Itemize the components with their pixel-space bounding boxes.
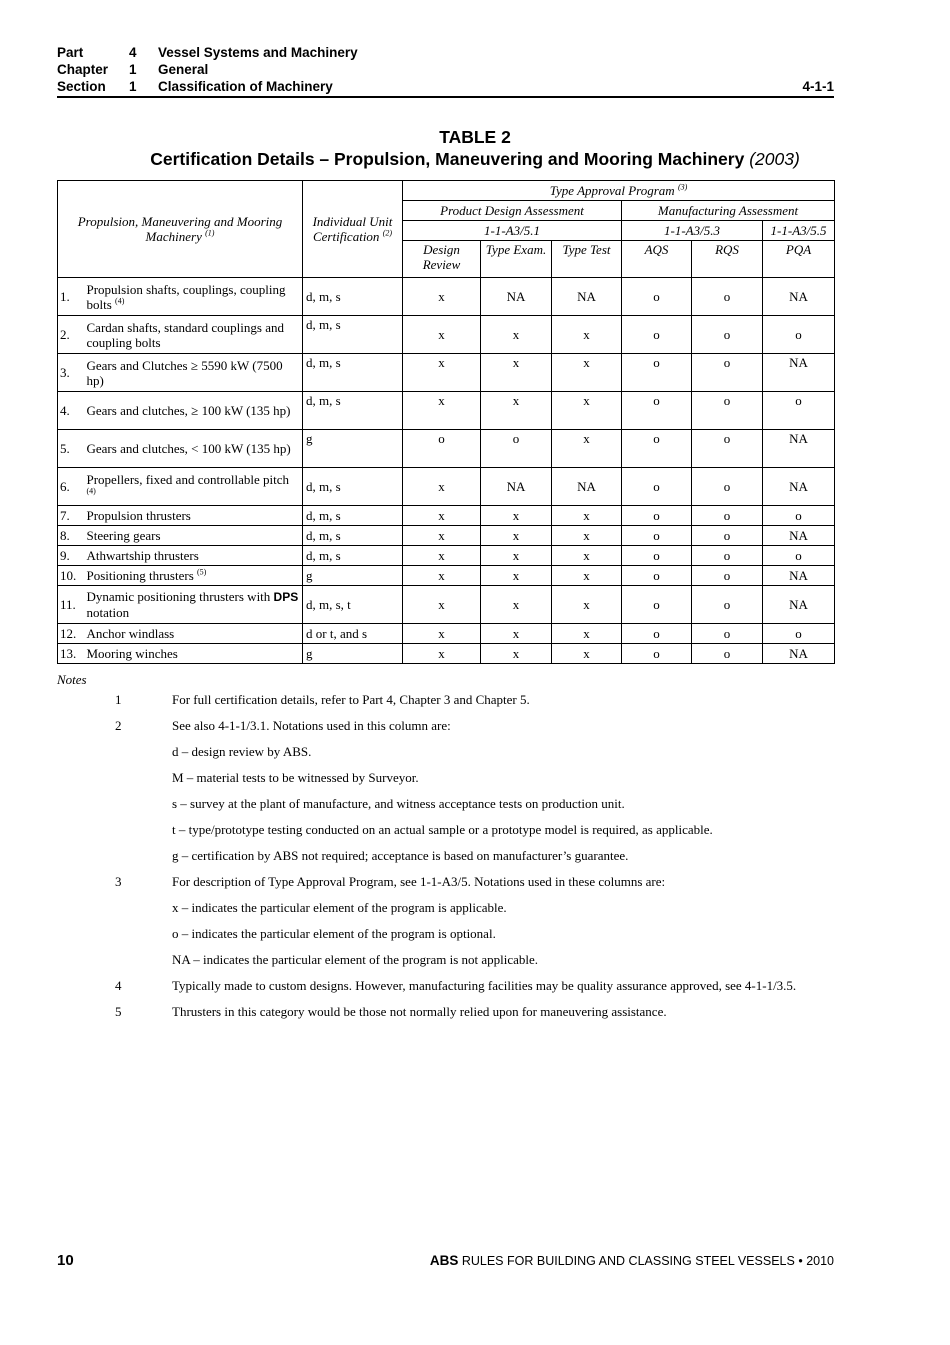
section-ref: 4-1-1 xyxy=(802,79,834,94)
mark-type-test: x xyxy=(552,644,622,664)
mark-pqa: NA xyxy=(763,566,835,586)
mark-design-review: x xyxy=(403,316,481,354)
col-type-approval xyxy=(403,181,835,201)
table-row xyxy=(58,624,835,644)
note-subitem: g – certification by ABS not required; acceptance is based on manufacturer’s guarantee. xyxy=(172,848,629,863)
mark-aqs: o xyxy=(622,526,692,546)
mark-design-review: o xyxy=(403,430,481,468)
mark-pqa: NA xyxy=(763,430,835,468)
row-number: 2. xyxy=(58,316,87,354)
page-footer xyxy=(57,1252,834,1272)
mark-design-review: x xyxy=(403,586,481,624)
header-title: Classification of Machinery xyxy=(158,79,333,94)
mark-type-test: x xyxy=(552,546,622,566)
table-body xyxy=(58,278,835,664)
note-text: For full certification details, refer to Part 4, Chapter 3 and Chapter 5. xyxy=(172,692,530,707)
row-item-text: Cardan shafts, standard couplings and coupling bolts xyxy=(86,319,284,350)
table-row xyxy=(58,526,835,546)
table-row xyxy=(58,644,835,664)
mark-pqa: o xyxy=(763,506,835,526)
col-machinery xyxy=(58,181,303,278)
mark-rqs: o xyxy=(692,392,763,430)
running-header xyxy=(57,44,834,95)
note-subitem: x – indicates the particular element of the program is applicable. xyxy=(172,900,507,915)
col-aqs: AQS xyxy=(622,241,692,278)
mark-type-test: x xyxy=(552,506,622,526)
col-type-exam: Type Exam. xyxy=(481,241,552,278)
mark-type-test: x xyxy=(552,430,622,468)
mark-aqs: o xyxy=(622,566,692,586)
mark-rqs: o xyxy=(692,430,763,468)
row-item xyxy=(87,392,303,430)
header-title: General xyxy=(158,62,209,77)
row-item-text: Steering gears xyxy=(86,528,161,543)
col-individual-label: Individual Unit Certification xyxy=(312,214,393,244)
mark-aqs: o xyxy=(622,644,692,664)
row-item xyxy=(87,316,303,354)
col-pqa: PQA xyxy=(763,241,835,278)
row-item-text: Mooring winches xyxy=(86,646,178,661)
mark-type-exam: x xyxy=(481,354,552,392)
mark-type-exam: x xyxy=(481,506,552,526)
notes-section xyxy=(57,672,834,1019)
note-text: Typically made to custom designs. However, manufacturing facilities may be quality assurance approved, see 4-1-1/3.5. xyxy=(172,978,797,993)
row-item-text: Propulsion thrusters xyxy=(86,508,191,523)
mark-pqa: o xyxy=(763,546,835,566)
mark-pqa: NA xyxy=(763,526,835,546)
row-cert: d, m, s xyxy=(303,468,403,506)
table-row xyxy=(58,586,835,624)
ref-pqa: 1-1-A3/5.5 xyxy=(763,221,835,241)
row-item xyxy=(87,586,303,624)
mark-type-test: x xyxy=(552,392,622,430)
mark-design-review: x xyxy=(403,644,481,664)
table-row xyxy=(58,566,835,586)
mark-type-exam: x xyxy=(481,526,552,546)
row-number: 1. xyxy=(58,278,87,316)
col-machinery-label: Propulsion, Maneuvering and Mooring Machinery xyxy=(77,214,283,244)
row-item xyxy=(87,354,303,392)
row-cert: d, m, s xyxy=(303,354,403,392)
mark-pqa: NA xyxy=(763,468,835,506)
mark-rqs: o xyxy=(692,468,763,506)
col-type-approval-label: Type Approval Program xyxy=(549,183,675,198)
col-manufacturing: Manufacturing Assessment xyxy=(622,201,835,221)
mark-aqs: o xyxy=(622,354,692,392)
mark-type-exam: x xyxy=(481,566,552,586)
mark-rqs: o xyxy=(692,278,763,316)
row-number: 7. xyxy=(58,506,87,526)
note-number: 2 xyxy=(115,718,122,733)
mark-pqa: o xyxy=(763,316,835,354)
row-item-text: Propellers, fixed and controllable pitch xyxy=(86,471,290,487)
publication-title: RULES FOR BUILDING AND CLASSING STEEL VESSELS xyxy=(461,1254,795,1268)
mark-rqs: o xyxy=(692,586,763,624)
mark-rqs: o xyxy=(692,566,763,586)
mark-pqa: o xyxy=(763,624,835,644)
row-number: 12. xyxy=(58,624,87,644)
row-number: 10. xyxy=(58,566,87,586)
mark-type-exam: x xyxy=(481,392,552,430)
mark-design-review: x xyxy=(403,526,481,546)
notes-heading: Notes xyxy=(57,672,87,687)
note-text: See also 4-1-1/3.1. Notations used in this column are: xyxy=(172,718,451,733)
row-number: 9. xyxy=(58,546,87,566)
header-section xyxy=(57,78,834,95)
note-text: For description of Type Approval Program, see 1-1-A3/5. Notations used in these columns are: xyxy=(172,874,666,889)
footnote-ref: (1) xyxy=(205,228,215,238)
table-row xyxy=(58,506,835,526)
footnote-ref: (2) xyxy=(382,228,393,238)
row-cert: d, m, s xyxy=(303,546,403,566)
row-item xyxy=(87,624,303,644)
row-number: 11. xyxy=(58,586,87,624)
header-num: 1 xyxy=(129,79,137,94)
mark-rqs: o xyxy=(692,316,763,354)
mark-rqs: o xyxy=(692,354,763,392)
page-number: 10 xyxy=(57,1252,74,1269)
mark-type-test: x xyxy=(552,316,622,354)
mark-type-exam: x xyxy=(481,546,552,566)
header-chapter xyxy=(57,61,834,78)
table-row xyxy=(58,430,835,468)
mark-aqs: o xyxy=(622,278,692,316)
note-subitem: M – material tests to be witnessed by Surveyor. xyxy=(172,770,419,785)
mark-design-review: x xyxy=(403,546,481,566)
row-number: 4. xyxy=(58,392,87,430)
header-label: Section xyxy=(57,79,106,94)
mark-design-review: x xyxy=(403,506,481,526)
row-item-text: Gears and clutches, ≥ 100 kW (135 hp) xyxy=(86,403,291,418)
note-number: 5 xyxy=(115,1004,122,1019)
mark-rqs: o xyxy=(692,526,763,546)
mark-aqs: o xyxy=(622,506,692,526)
note-subitem: o – indicates the particular element of the program is optional. xyxy=(172,926,496,941)
row-item-tail: notation xyxy=(86,605,130,620)
mark-design-review: x xyxy=(403,468,481,506)
mark-rqs: o xyxy=(692,546,763,566)
mark-design-review: x xyxy=(403,354,481,392)
publication-line xyxy=(430,1253,834,1268)
row-cert: d, m, s xyxy=(303,316,403,354)
note-item xyxy=(57,874,834,889)
mark-aqs: o xyxy=(622,546,692,566)
mark-aqs: o xyxy=(622,316,692,354)
mark-type-exam: x xyxy=(481,644,552,664)
mark-design-review: x xyxy=(403,278,481,316)
header-num: 4 xyxy=(129,45,137,60)
mark-type-exam: x xyxy=(481,624,552,644)
mark-type-exam: x xyxy=(481,316,552,354)
mark-type-test: NA xyxy=(552,468,622,506)
org-name: ABS xyxy=(429,1253,459,1268)
publication-year: 2010 xyxy=(806,1254,834,1268)
row-number: 8. xyxy=(58,526,87,546)
row-item xyxy=(87,566,303,586)
table-row xyxy=(58,354,835,392)
ref-pda: 1-1-A3/5.1 xyxy=(403,221,622,241)
col-product-design: Product Design Assessment xyxy=(403,201,622,221)
row-item-text: Gears and clutches, < 100 kW (135 hp) xyxy=(86,441,291,456)
table-title xyxy=(0,149,950,170)
row-item-text: Gears and Clutches ≥ 5590 kW (7500 hp) xyxy=(86,357,283,388)
table-subtitle: Certification Details – Propulsion, Maneuvering and Mooring Machinery xyxy=(150,149,745,169)
row-item-text: Propulsion shafts, couplings, coupling bolts xyxy=(86,281,286,312)
col-rqs: RQS xyxy=(692,241,763,278)
note-subitem: s – survey at the plant of manufacture, and witness acceptance tests on production unit. xyxy=(172,796,625,811)
mark-rqs: o xyxy=(692,644,763,664)
row-cert: g xyxy=(303,566,403,586)
row-cert: d, m, s xyxy=(303,278,403,316)
bullet-separator: • xyxy=(798,1254,803,1268)
mark-rqs: o xyxy=(692,506,763,526)
footnote-ref: (5) xyxy=(197,567,207,577)
row-item-text: Athwartship thrusters xyxy=(86,548,199,563)
note-text: Thrusters in this category would be those not normally relied upon for maneuvering assistance. xyxy=(172,1004,667,1019)
header-num: 1 xyxy=(129,62,137,77)
table-row xyxy=(58,546,835,566)
table-row xyxy=(58,316,835,354)
row-item xyxy=(87,278,303,316)
row-item xyxy=(87,526,303,546)
row-item xyxy=(87,644,303,664)
row-cert: d, m, s xyxy=(303,526,403,546)
header-part xyxy=(57,44,834,61)
note-item xyxy=(57,1004,834,1019)
footnote-ref: (4) xyxy=(86,486,96,496)
col-design-review: Design Review xyxy=(403,241,481,278)
row-cert: d or t, and s xyxy=(303,624,403,644)
row-cert: d, m, s xyxy=(303,392,403,430)
row-item xyxy=(87,468,303,506)
col-type-test: Type Test xyxy=(552,241,622,278)
col-individual-unit xyxy=(303,181,403,278)
row-item-text: Dynamic positioning thrusters with xyxy=(86,589,271,604)
note-number: 1 xyxy=(115,692,122,707)
row-number: 13. xyxy=(58,644,87,664)
row-number: 3. xyxy=(58,354,87,392)
mark-aqs: o xyxy=(622,430,692,468)
mark-aqs: o xyxy=(622,624,692,644)
mark-pqa: NA xyxy=(763,354,835,392)
row-item xyxy=(87,430,303,468)
mark-aqs: o xyxy=(622,468,692,506)
header-label: Part xyxy=(57,45,84,60)
mark-pqa: o xyxy=(763,392,835,430)
mark-type-test: NA xyxy=(552,278,622,316)
footnote-ref: (4) xyxy=(115,296,125,306)
mark-rqs: o xyxy=(692,624,763,644)
mark-pqa: NA xyxy=(763,586,835,624)
mark-type-exam: x xyxy=(481,586,552,624)
mark-type-test: x xyxy=(552,624,622,644)
table-number: TABLE 2 xyxy=(439,127,511,147)
ref-ma: 1-1-A3/5.3 xyxy=(622,221,763,241)
mark-pqa: NA xyxy=(763,644,835,664)
note-subitem: t – type/prototype testing conducted on an actual sample or a prototype model is required, as applicable. xyxy=(172,822,713,837)
row-item-text: Positioning thrusters xyxy=(86,568,194,583)
header-rule xyxy=(57,96,834,98)
row-item-text: Anchor windlass xyxy=(86,626,175,641)
certification-table xyxy=(57,180,835,664)
note-number: 3 xyxy=(115,874,122,889)
row-number: 6. xyxy=(58,468,87,506)
row-cert: g xyxy=(303,430,403,468)
mark-type-exam: o xyxy=(481,430,552,468)
row-cert: g xyxy=(303,644,403,664)
mark-aqs: o xyxy=(622,586,692,624)
mark-design-review: x xyxy=(403,392,481,430)
row-number: 5. xyxy=(58,430,87,468)
note-item xyxy=(57,978,834,993)
header-label: Chapter xyxy=(57,62,109,77)
row-cert: d, m, s, t xyxy=(303,586,403,624)
header-title: Vessel Systems and Machinery xyxy=(158,45,358,60)
mark-type-test: x xyxy=(552,354,622,392)
note-item xyxy=(57,692,834,707)
note-number: 4 xyxy=(115,978,122,993)
row-item xyxy=(87,546,303,566)
mark-type-test: x xyxy=(552,586,622,624)
mark-type-exam: NA xyxy=(481,278,552,316)
table-row xyxy=(58,468,835,506)
table-row xyxy=(58,392,835,430)
footnote-ref: (3) xyxy=(677,182,688,192)
mark-type-test: x xyxy=(552,566,622,586)
table-row xyxy=(58,278,835,316)
dps-notation: DPS xyxy=(273,590,299,604)
mark-aqs: o xyxy=(622,392,692,430)
mark-type-exam: NA xyxy=(481,468,552,506)
mark-pqa: NA xyxy=(763,278,835,316)
mark-type-test: x xyxy=(552,526,622,546)
mark-design-review: x xyxy=(403,566,481,586)
table-year: (2003) xyxy=(749,149,800,169)
row-cert: d, m, s xyxy=(303,506,403,526)
note-item xyxy=(57,718,834,733)
row-item xyxy=(87,506,303,526)
note-subitem: d – design review by ABS. xyxy=(172,744,312,759)
mark-design-review: x xyxy=(403,624,481,644)
note-subitem: NA – indicates the particular element of the program is not applicable. xyxy=(172,952,539,967)
